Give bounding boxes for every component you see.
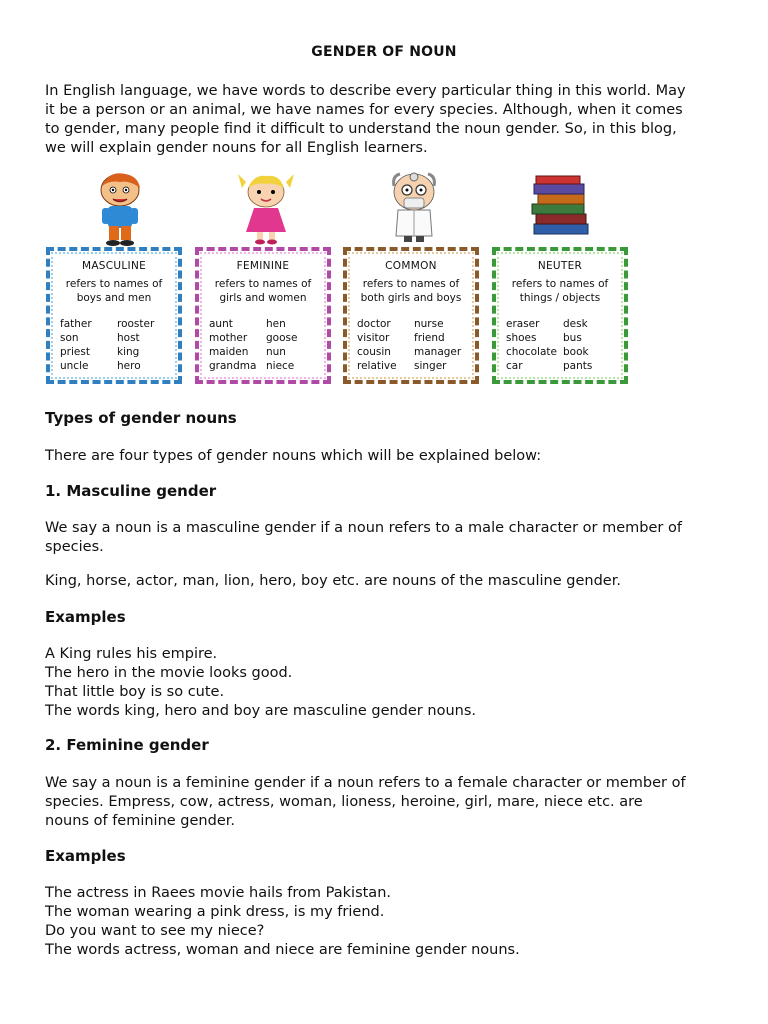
box-subtitle-line: refers to names of bbox=[65, 278, 163, 290]
box-title: COMMON bbox=[385, 260, 437, 272]
page-title: GENDER OF NOUN bbox=[311, 44, 457, 60]
example-line: The words king, hero and boy are masculine gender nouns. bbox=[45, 703, 476, 719]
word-grid bbox=[199, 317, 327, 373]
box-subtitle-line: things / objects bbox=[519, 292, 601, 304]
example-line: That little boy is so cute. bbox=[45, 684, 225, 700]
word: grandma bbox=[209, 360, 257, 372]
masculine-examples bbox=[45, 645, 735, 721]
box-subtitle bbox=[496, 277, 624, 305]
intro-line: it be a person or an animal, we have names for every species. Although, when it comes bbox=[45, 102, 683, 118]
masculine-box bbox=[46, 247, 182, 384]
intro-paragraph bbox=[45, 82, 735, 158]
masculine-examples-heading: Examples bbox=[45, 608, 126, 626]
word: pants bbox=[563, 360, 593, 372]
word: singer bbox=[414, 360, 447, 372]
definition-line: species. bbox=[45, 539, 104, 555]
feminine-heading: 2. Feminine gender bbox=[45, 736, 209, 754]
word: father bbox=[60, 318, 92, 330]
word-grid bbox=[496, 317, 624, 373]
intro-line: to gender, many people find it difficult to understand the noun gender. So, in this blog, bbox=[45, 121, 677, 137]
definition-line: nouns of feminine gender. bbox=[45, 813, 235, 829]
box-title: MASCULINE bbox=[81, 260, 147, 272]
box-title: FEMININE bbox=[236, 260, 290, 272]
types-intro: There are four types of gender nouns which will be explained below: bbox=[45, 448, 542, 464]
masculine-heading: 1. Masculine gender bbox=[45, 482, 217, 500]
example-line: Do you want to see my niece? bbox=[45, 923, 265, 939]
word: friend bbox=[414, 332, 445, 344]
example-line: The words actress, woman and niece are feminine gender nouns. bbox=[45, 942, 520, 958]
example-line: The woman wearing a pink dress, is my friend. bbox=[45, 904, 385, 920]
word: priest bbox=[60, 346, 90, 358]
feminine-box bbox=[195, 247, 331, 384]
gender-infographic bbox=[44, 168, 634, 392]
intro-line: we will explain gender nouns for all English learners. bbox=[45, 140, 428, 156]
word: nun bbox=[266, 346, 286, 358]
box-title: NEUTER bbox=[537, 260, 583, 272]
word: book bbox=[563, 346, 589, 358]
word: mother bbox=[209, 332, 248, 344]
neuter-box bbox=[492, 247, 628, 384]
word-grid bbox=[347, 317, 475, 373]
types-heading: Types of gender nouns bbox=[45, 409, 237, 427]
word: hen bbox=[266, 318, 286, 330]
word: manager bbox=[414, 346, 462, 358]
box-subtitle-line: boys and men bbox=[76, 292, 152, 304]
intro-line: In English language, we have words to describe every particular thing in this world. May bbox=[45, 83, 686, 99]
definition-line: We say a noun is a masculine gender if a noun refers to a male character or member of bbox=[45, 520, 682, 536]
feminine-examples bbox=[45, 884, 735, 960]
example-line: A King rules his empire. bbox=[45, 646, 218, 662]
word: relative bbox=[357, 360, 397, 372]
word: car bbox=[506, 360, 523, 372]
word: rooster bbox=[117, 318, 155, 330]
word-grid bbox=[50, 317, 178, 373]
word: goose bbox=[266, 332, 298, 344]
common-box bbox=[343, 247, 479, 384]
masculine-examples-list: King, horse, actor, man, lion, hero, boy etc. are nouns of the masculine gender. bbox=[45, 573, 621, 589]
word: doctor bbox=[357, 318, 391, 330]
word: nurse bbox=[414, 318, 444, 330]
girl-cartoon-icon bbox=[226, 168, 306, 248]
word: host bbox=[117, 332, 140, 344]
doctor-cartoon-icon bbox=[374, 168, 454, 248]
word: hero bbox=[117, 360, 141, 372]
word: eraser bbox=[506, 318, 540, 330]
word: bus bbox=[563, 332, 582, 344]
word: king bbox=[117, 346, 140, 358]
example-line: The actress in Raees movie hails from Pakistan. bbox=[45, 885, 391, 901]
box-subtitle bbox=[347, 277, 475, 305]
word: niece bbox=[266, 360, 295, 372]
definition-line: species. Empress, cow, actress, woman, lioness, heroine, girl, mare, niece etc. are bbox=[45, 794, 643, 810]
word: chocolate bbox=[506, 346, 557, 358]
box-subtitle-line: refers to names of bbox=[214, 278, 312, 290]
word: maiden bbox=[209, 346, 249, 358]
word: desk bbox=[563, 318, 588, 330]
box-subtitle-line: refers to names of bbox=[511, 278, 609, 290]
word: son bbox=[60, 332, 79, 344]
word: aunt bbox=[209, 318, 233, 330]
box-subtitle-line: girls and women bbox=[219, 292, 307, 304]
books-stack-icon bbox=[522, 168, 602, 248]
box-subtitle-line: both girls and boys bbox=[360, 292, 462, 304]
example-line: The hero in the movie looks good. bbox=[45, 665, 293, 681]
feminine-definition bbox=[45, 774, 735, 831]
word: visitor bbox=[357, 332, 390, 344]
box-subtitle bbox=[199, 277, 327, 305]
boy-cartoon-icon bbox=[80, 168, 160, 248]
box-subtitle-line: refers to names of bbox=[362, 278, 460, 290]
word: shoes bbox=[506, 332, 537, 344]
masculine-definition bbox=[45, 519, 735, 557]
word: uncle bbox=[60, 360, 89, 372]
definition-line: We say a noun is a feminine gender if a noun refers to a female character or member of bbox=[45, 775, 686, 791]
word: cousin bbox=[357, 346, 391, 358]
box-subtitle bbox=[50, 277, 178, 305]
feminine-examples-heading: Examples bbox=[45, 847, 126, 865]
